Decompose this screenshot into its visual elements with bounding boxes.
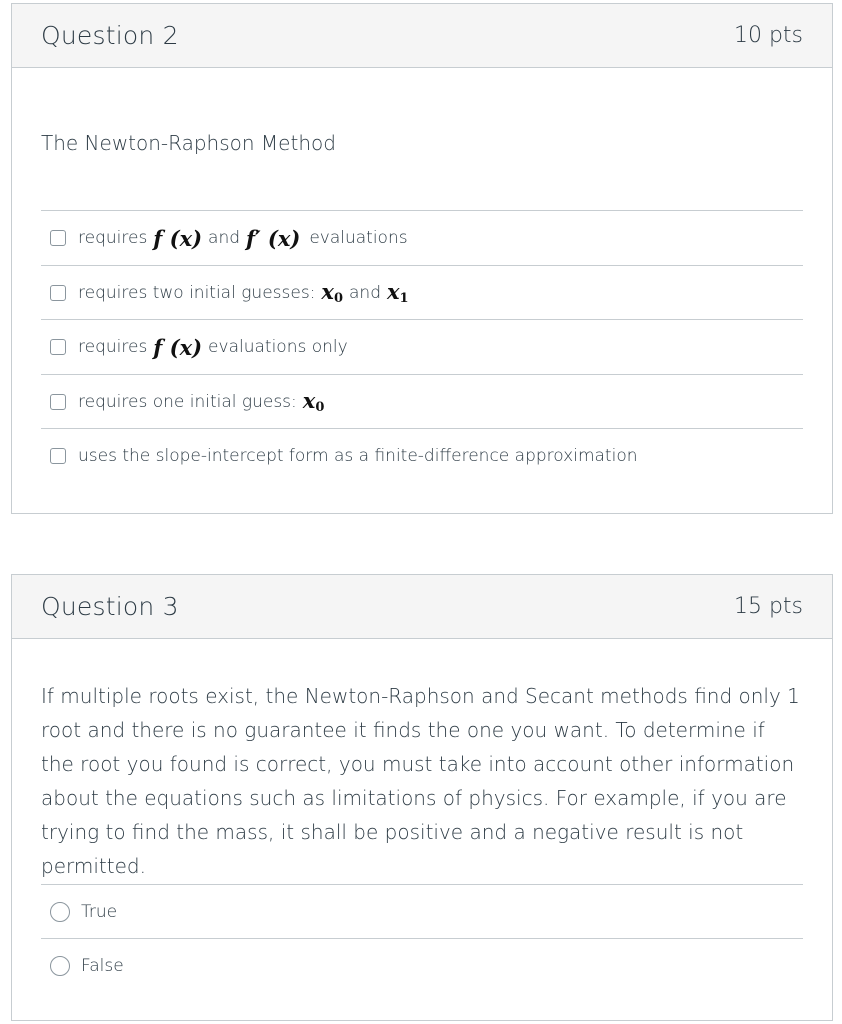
checkbox[interactable] <box>50 339 66 355</box>
checkbox[interactable] <box>50 448 66 464</box>
answer-list <box>41 884 803 992</box>
math-f-prime-of-x: f′ (x) <box>246 225 301 251</box>
answer-text: requires two initial guesses: <box>78 282 316 303</box>
answer-text: evaluations <box>309 228 408 248</box>
math-x1: $x_1$ <box>386 279 409 306</box>
question-points: 10 pts <box>733 23 803 48</box>
answer-option-true[interactable] <box>41 884 803 938</box>
answer-text: requires <box>78 228 148 248</box>
answer-text: uses the slope-intercept form as a finite-difference approximation <box>78 446 638 466</box>
checkbox[interactable] <box>50 230 66 246</box>
question-title: Question 3 <box>41 592 179 621</box>
answer-option-4[interactable] <box>41 374 803 428</box>
question-3-card <box>11 574 833 1021</box>
answer-option-1[interactable] <box>41 210 803 265</box>
math-f-of-x: f (x) <box>153 334 203 360</box>
question-points: 15 pts <box>733 594 803 619</box>
question-header <box>12 575 832 639</box>
answer-option-5[interactable] <box>41 428 803 483</box>
math-f-of-x: f (x) <box>153 225 203 251</box>
math-x0: $x_0$ <box>302 388 325 415</box>
question-header <box>12 4 832 68</box>
answer-option-false[interactable] <box>41 938 803 992</box>
radio-button[interactable] <box>50 902 70 922</box>
answer-text: requires one initial guess: <box>78 391 297 412</box>
answer-text: and <box>349 282 381 303</box>
question-title: Question 2 <box>41 21 179 50</box>
answer-text: True <box>81 901 118 922</box>
answer-text: requires <box>78 337 148 357</box>
question-text: If multiple roots exist, the Newton-Raphson and Secant methods find only 1 root and there is no guarantee it finds the one you want. To determine if the root you found is correct, you must take into account other information about the equations such as limitations of physics. For example, if you are trying to find the mass, it shall be positive and a negative result is not permitted. <box>41 684 800 878</box>
question-2-card <box>11 3 833 514</box>
answer-option-2[interactable] <box>41 265 803 319</box>
checkbox[interactable] <box>50 394 66 410</box>
answer-option-3[interactable] <box>41 319 803 374</box>
checkbox[interactable] <box>50 285 66 301</box>
math-x0: $x_0$ <box>321 279 343 306</box>
answer-text: evaluations only <box>208 337 348 357</box>
answer-text: False <box>81 955 124 976</box>
answer-text: and <box>208 228 241 248</box>
answer-list <box>41 210 803 483</box>
question-text: The Newton-Raphson Method <box>41 131 336 155</box>
radio-button[interactable] <box>50 956 70 976</box>
